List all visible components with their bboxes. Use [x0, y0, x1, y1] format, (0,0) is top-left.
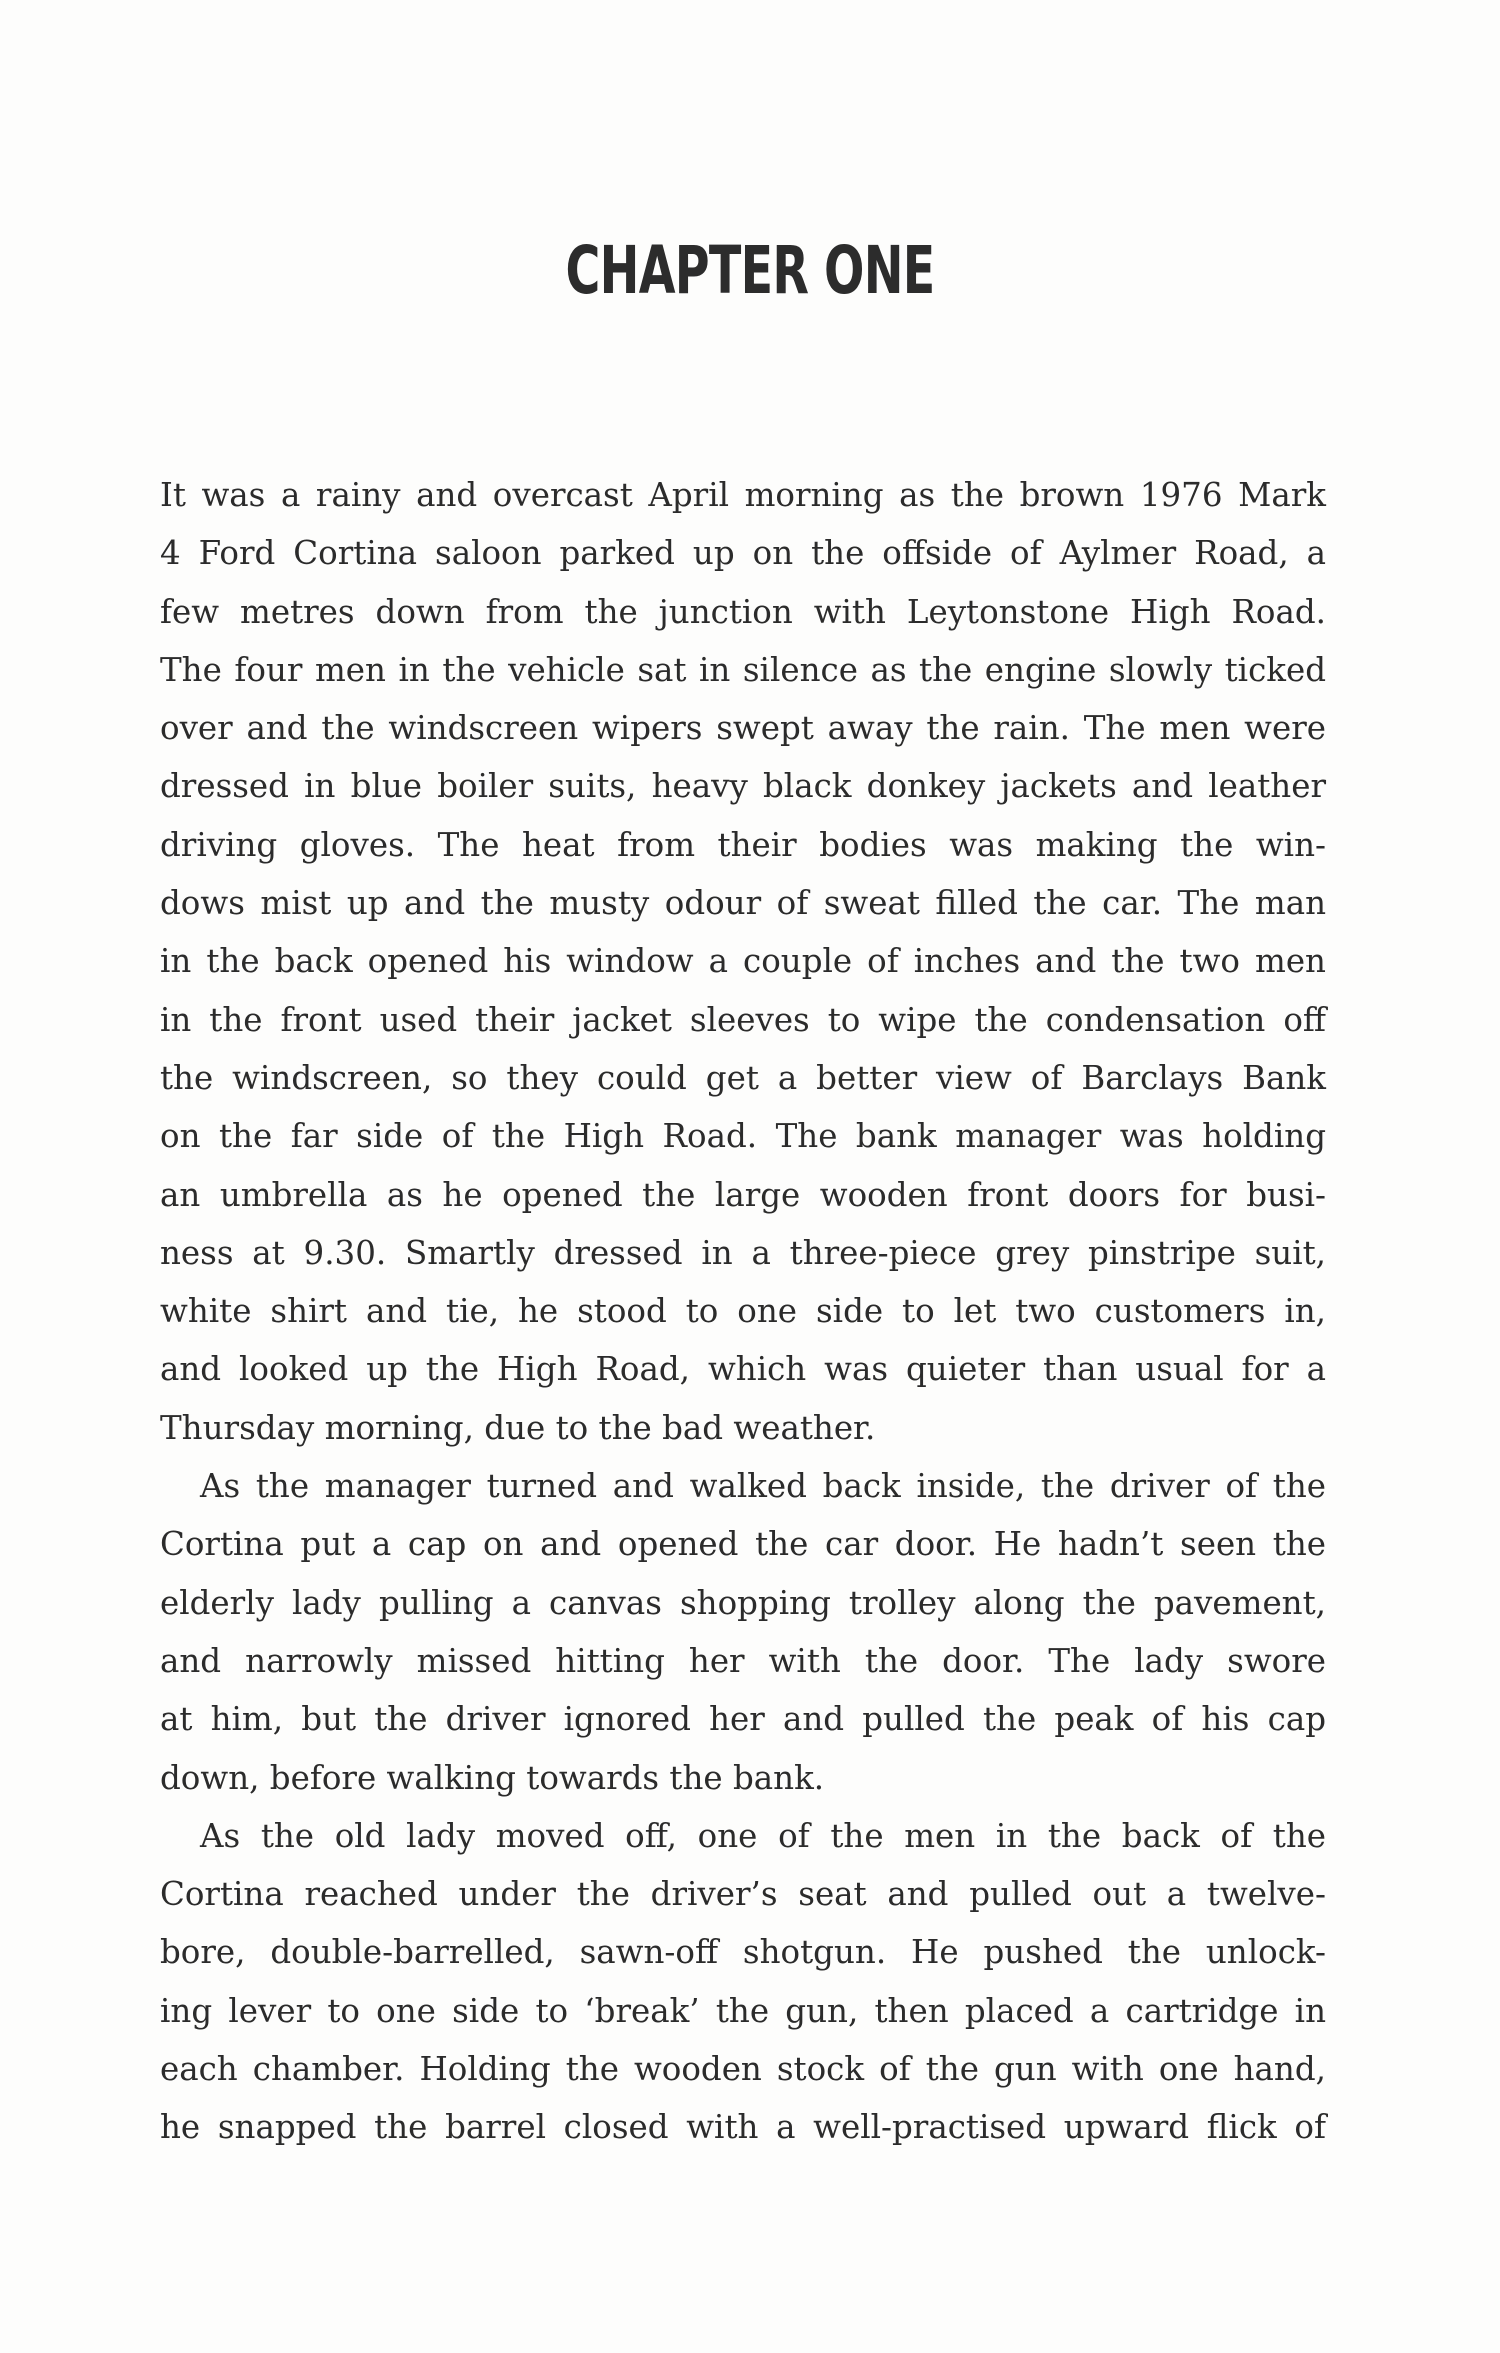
text-line: white shirt and tie, he stood to one side to let two customers in, [160, 1292, 1326, 1331]
text-line: in the back opened his window a couple of inches and the two men [160, 942, 1326, 981]
text-line: It was a rainy and overcast April morning as the brown 1976 Mark [160, 476, 1326, 514]
text-line: he snapped the barrel closed with a well-practised upward flick of [160, 2108, 1326, 2147]
text-line: driving gloves. The heat from their bodies was making the win- [160, 825, 1326, 864]
text-line: at him, but the driver ignored her and pulled the peak of his cap [160, 1700, 1326, 1739]
text-line: dressed in blue boiler suits, heavy black donkey jackets and leather [160, 767, 1326, 806]
text-line: As the old lady moved off, one of the men in the back of the [200, 1816, 1326, 1855]
text-line: The four men in the vehicle sat in silence as the engine slowly ticked [160, 650, 1326, 689]
text-line: Cortina put a cap on and opened the car door. He hadn’t seen the [160, 1525, 1326, 1564]
text-line: an umbrella as he opened the large wooden front doors for busi- [160, 1175, 1326, 1214]
text-line: ness at 9.30. Smartly dressed in a three-piece grey pinstripe suit, [160, 1233, 1326, 1272]
paragraph-3 [160, 1807, 1326, 2157]
text-line: over and the windscreen wipers swept away the rain. The men were [160, 709, 1326, 748]
text-line: ing lever to one side to ‘break’ the gun, then placed a cartridge in [160, 1991, 1326, 2030]
text-line: 4 Ford Cortina saloon parked up on the offside of Aylmer Road, a [160, 534, 1326, 573]
text-line: down, before walking towards the bank. [160, 1758, 825, 1797]
text-line: bore, double-barrelled, sawn-off shotgun. He pushed the unlock- [160, 1933, 1326, 1972]
text-line: in the front used their jacket sleeves to wipe the condensation off [160, 1000, 1326, 1039]
text-line: each chamber. Holding the wooden stock of the gun with one hand, [160, 2050, 1326, 2089]
text-line: Thursday morning, due to the bad weather. [160, 1408, 876, 1447]
text-line: elderly lady pulling a canvas shopping trolley along the pavement, [160, 1583, 1326, 1622]
text-line: the windscreen, so they could get a better view of Barclays Bank [160, 1058, 1326, 1097]
body-text [160, 466, 1326, 2157]
paragraph-2 [160, 1457, 1326, 1807]
text-line: and narrowly missed hitting her with the door. The lady swore [160, 1641, 1326, 1680]
text-line: few metres down from the junction with Leytonstone High Road. [160, 592, 1326, 631]
text-line: Cortina reached under the driver’s seat and pulled out a twelve- [160, 1875, 1326, 1914]
paragraph-1 [160, 466, 1326, 1457]
text-line: dows mist up and the musty odour of sweat filled the car. The man [160, 884, 1326, 923]
text-line: As the manager turned and walked back inside, the driver of the [200, 1467, 1326, 1506]
text-line: on the far side of the High Road. The bank manager was holding [160, 1117, 1326, 1156]
text-line: and looked up the High Road, which was quieter than usual for a [160, 1350, 1326, 1389]
chapter-title: CHAPTER ONE [565, 232, 935, 309]
